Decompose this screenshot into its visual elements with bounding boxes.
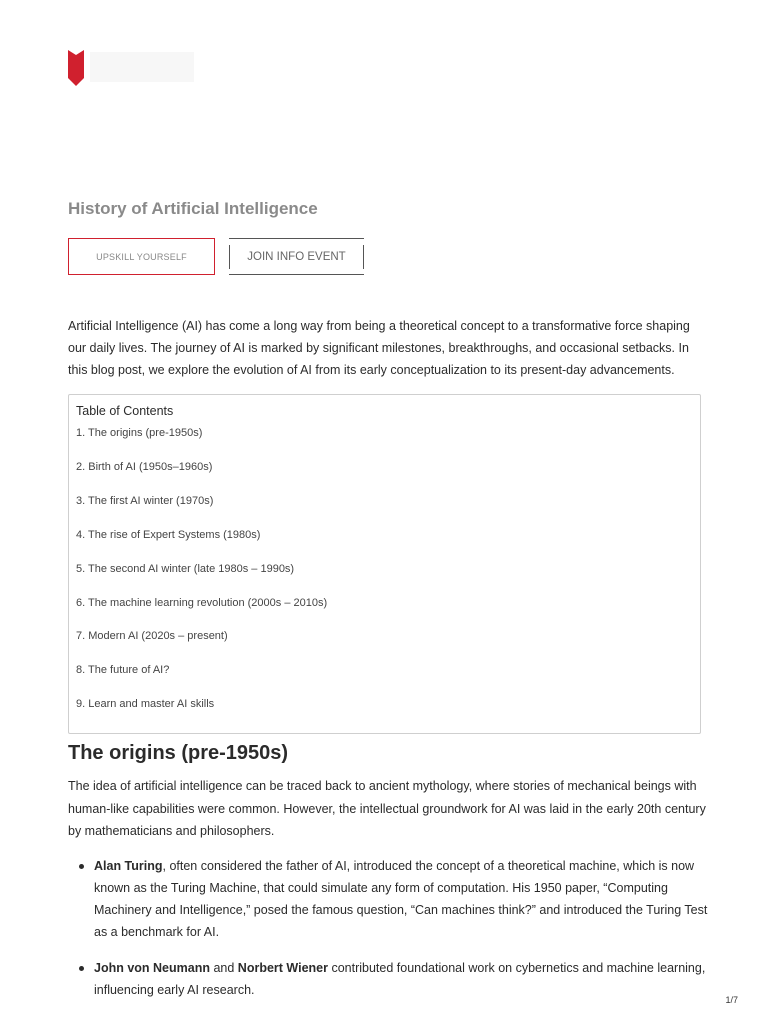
upskill-yourself-button[interactable]: UPSKILL YOURSELF: [68, 238, 215, 275]
table-of-contents: [68, 394, 701, 734]
toc-item-birth-of-ai[interactable]: 2. Birth of AI (1950s–1960s): [76, 461, 213, 473]
toc-item-future-of-ai[interactable]: 8. The future of AI?: [76, 664, 170, 676]
toc-title: Table of Contents: [76, 404, 174, 418]
join-info-event-button[interactable]: JOIN INFO EVENT: [229, 238, 364, 275]
page-title: History of Artificial Intelligence: [68, 199, 318, 218]
logo-wordmark-area: [90, 52, 194, 82]
intro-paragraph: Artificial Intelligence (AI) has come a long way from being a theoretical concept to a transformative force shaping our daily lives. The journey of AI is marked by significant milestones, breakthroughs, and occasional setbacks. In this blog post, we explore the evolution of AI from its early conceptualization to its present-day advancements.: [68, 319, 690, 377]
bullet-von-neumann-wiener: [68, 957, 708, 1001]
bullet-text: , often considered the father of AI, introduced the concept of a theoretical machine, which is now known as the Turing Machine, that could simulate any form of computation. His 1950 paper, “Computing Machinery and Intelligence,” posed the famous question, “Can machines think?” and introduced the Turing Test as a benchmark for AI.: [94, 859, 708, 939]
toc-item-machine-learning[interactable]: 6. The machine learning revolution (2000s – 2010s): [76, 597, 328, 609]
logo-mark-icon: [68, 50, 84, 86]
toc-item-modern-ai[interactable]: 7. Modern AI (2020s – present): [76, 630, 228, 642]
bullet-text: contributed foundational work on cybernetics and machine learning, influencing early AI research.: [94, 961, 706, 997]
bullet-bold-name: Alan Turing: [94, 859, 163, 873]
origins-bullet-list: [68, 855, 708, 1001]
section-heading-origins: The origins (pre-1950s): [68, 742, 289, 764]
toc-item-first-ai-winter[interactable]: 3. The first AI winter (1970s): [76, 495, 214, 507]
page-number: 1/7: [725, 995, 738, 1005]
toc-item-origins[interactable]: 1. The origins (pre-1950s): [76, 427, 203, 439]
brand-logo[interactable]: [68, 50, 198, 86]
bullet-bold-name: John von Neumann: [94, 961, 210, 975]
bullet-dot-icon: [79, 864, 84, 869]
bullet-dot-icon: [79, 966, 84, 971]
toc-item-learn-ai-skills[interactable]: 9. Learn and master AI skills: [76, 698, 215, 710]
section-paragraph-origins: The idea of artificial intelligence can be traced back to ancient mythology, where stories of mechanical beings with human-like capabilities were common. However, the intellectual groundwork for AI was laid in the early 20th century by mathematicians and philosophers.: [68, 779, 706, 838]
bullet-text-connector: and: [209, 961, 238, 975]
toc-item-second-ai-winter[interactable]: 5. The second AI winter (late 1980s – 1990s): [76, 563, 295, 575]
bullet-alan-turing: [68, 855, 708, 943]
bullet-bold-name-2: Norbert Wiener: [237, 961, 328, 975]
toc-item-expert-systems[interactable]: 4. The rise of Expert Systems (1980s): [76, 529, 261, 541]
